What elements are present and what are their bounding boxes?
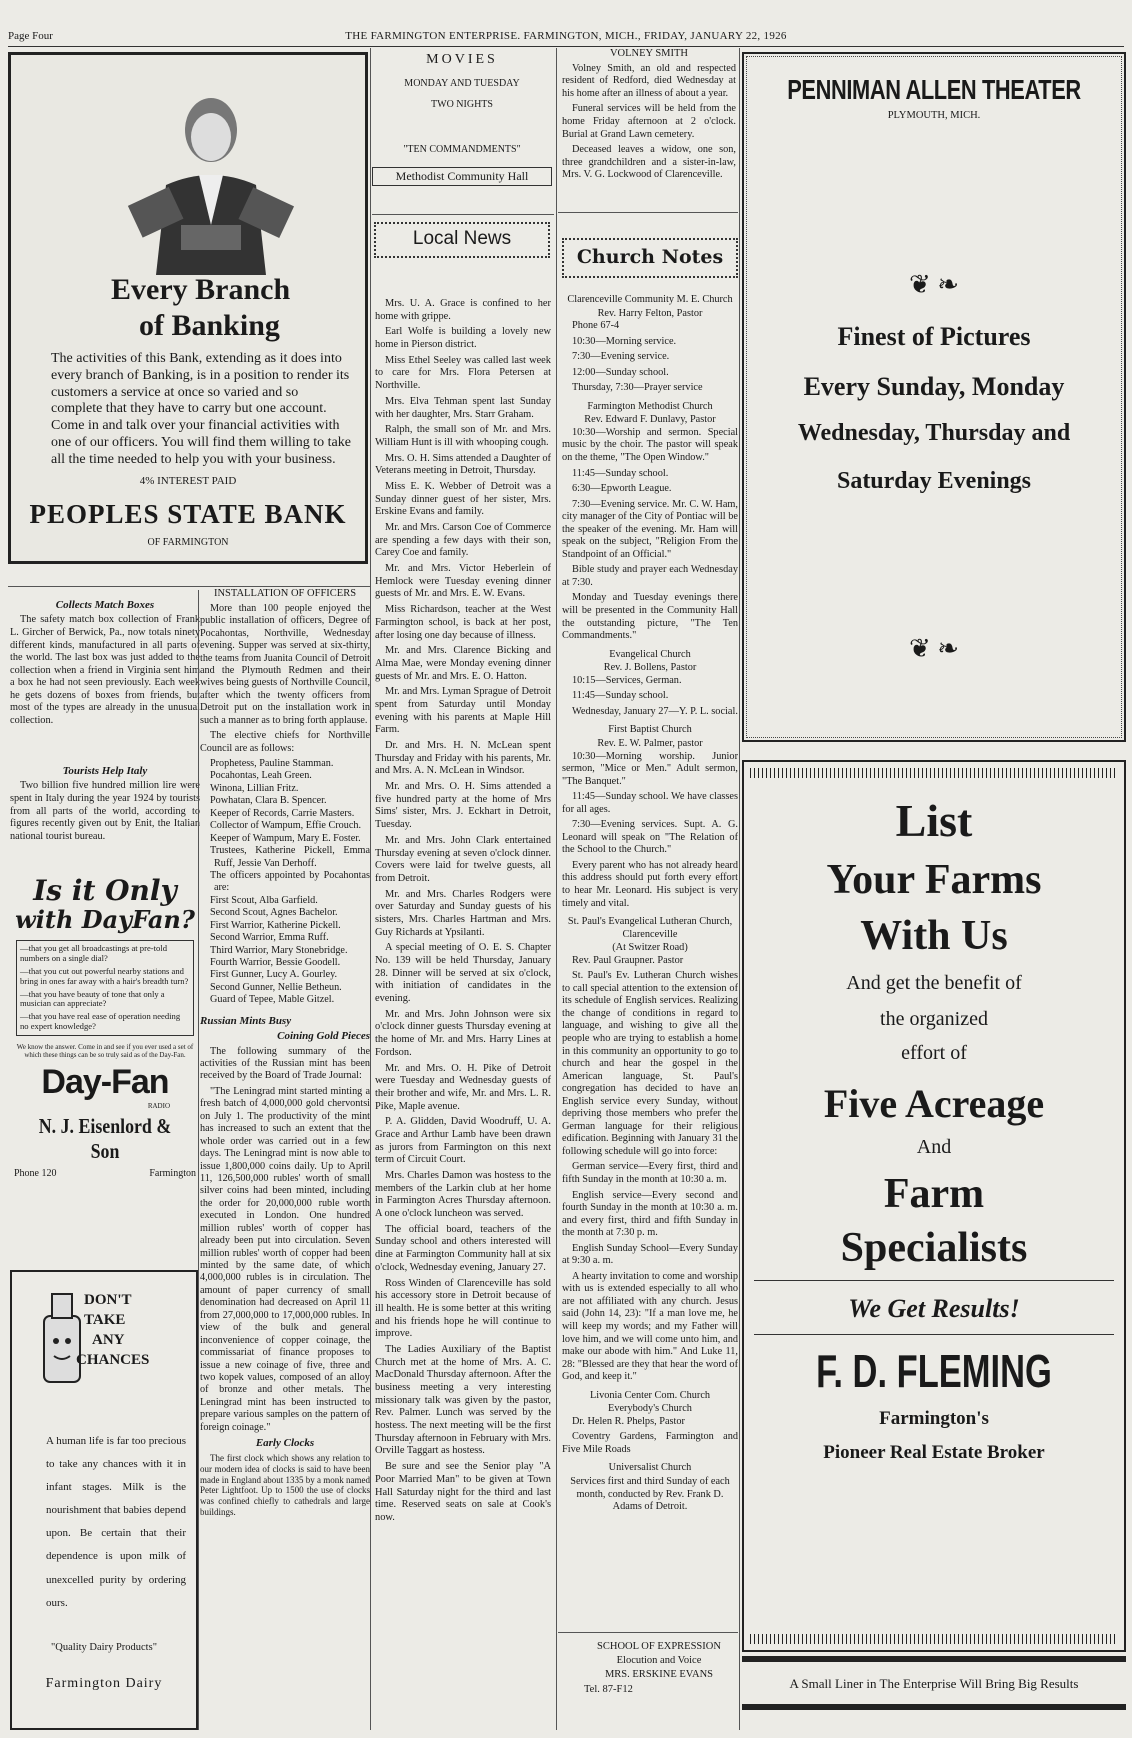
church-line: Every parent who has not already heard this address should put forth every effort to hear Mr. Leonard. His subject is very timely and vital. xyxy=(562,859,738,909)
church-title: Church Notes xyxy=(576,246,724,268)
church-line: 10:15—Services, German. xyxy=(572,674,682,686)
dayfan-bullet: —that you cut out powerful nearby stations and bring in ones far away with a hair's breadth turn? xyxy=(20,965,189,986)
banker-illustration xyxy=(111,75,311,275)
church-line: Rev. E. W. Palmer, pastor xyxy=(597,737,703,749)
officer-entry: Collector of Wampum, Effie Crouch. xyxy=(210,820,362,832)
officer-entry: First Scout, Alba Garfield. xyxy=(210,894,318,906)
church-notes-column xyxy=(562,288,738,1616)
church-line: Services first and third Sunday of each month, conducted by Rev. Frank D. Adams of Detroit. xyxy=(570,1476,730,1513)
farm-l8: And xyxy=(916,1136,952,1158)
theater-name: PENNIMAN ALLEN THEATER xyxy=(787,74,1081,105)
column-rule xyxy=(198,590,199,1730)
officers-list xyxy=(200,758,370,1007)
tourists-article xyxy=(10,762,200,862)
local-news-item: Mr. and Mrs. O. H. Pike of Detroit were Tuesday and Wednesday guests of their brother and wife, Mr. and Mrs. L. R. Pike, Maple avenue. xyxy=(375,1062,551,1112)
church-line: Rev. J. Bollens, Pastor xyxy=(603,662,697,674)
local-news-item: The Ladies Auxiliary of the Baptist Church met at the home of Mrs. A. C. MacDonald Thursday afternoon. After the business meeting a very interesting missionary talk was given by the pastor, Rev. Palmer. Lunch was served by the hostess. The next meeting will be the first Thursday afternoon in February with Mrs. Orville Taggart as hostess. xyxy=(375,1343,551,1457)
farm-l12: F. D. FLEMING xyxy=(816,1345,1052,1397)
officer-entry: Second Gunner, Nellie Betheun. xyxy=(210,981,342,993)
church-line: A hearty invitation to come and worship with us is extended especially to all who are not affiliated with any church. Jesus said (John 14, 23): "If a man love me, he will keep my words; and my Father will love him, and we will come unto him, and make our abode with him." And Luke 11, 28: "Blessed are they that hear the word of God, and keep it." xyxy=(562,1270,738,1383)
local-news-item: Mr. and Mrs. John Johnson were six o'clock dinner guests Thursday evening at the home of Mr. and Mrs. Harry Lines at Fordson. xyxy=(375,1008,551,1058)
bank-name: PEOPLES STATE BANK xyxy=(29,499,347,529)
ad-border-bottom xyxy=(750,1634,1118,1644)
movies-film: "TEN COMMANDMENTS" xyxy=(403,144,521,155)
local-news-item: Mrs. O. H. Sims attended a Daughter of Veterans meeting in Detroit, Thursday. xyxy=(375,452,551,477)
local-news-item: Ralph, the small son of Mr. and Mrs. William Hunt is ill with whooping cough. xyxy=(375,424,551,448)
farm-l5: the organized xyxy=(880,1008,988,1030)
local-news-item: Mrs. Elva Tehman spent last Sunday with her daughter, Mrs. Starr Graham. xyxy=(375,395,551,420)
officer-entry: Guard of Tepee, Mable Gitzel. xyxy=(210,994,335,1006)
church-line: 10:30—Morning service. xyxy=(572,335,677,347)
church-line: Rev. Edward F. Dunlavy, Pastor xyxy=(584,414,716,426)
dairy-slogan: "Quality Dairy Products" xyxy=(51,1642,157,1653)
church-line: Dr. Helen R. Phelps, Pastor xyxy=(572,1415,685,1427)
church-section-head: Farmington Methodist Church xyxy=(587,400,713,412)
local-news-item: Mr. and Mrs. Charles Rodgers were over Saturday and Sunday guests of his sisters, Mrs. Charles Hartman and Mrs. Guy Richards at Ypsilanti. xyxy=(375,888,551,938)
farm-l2: Your Farms xyxy=(826,857,1042,903)
officer-entry: Trustees, Katherine Pickell, Emma Ruff, Jessie Van Derhoff. xyxy=(210,845,370,869)
church-line: Monday and Tuesday evenings there will be presented in the Community Hall the outstanding picture, "The Ten Commandments." xyxy=(562,592,738,642)
local-news-item: Ross Winden of Clarenceville has sold his accessory store in Detroit because of ill health. He is some better at this writing and his friends hope he will continue to improve. xyxy=(375,1277,551,1340)
dairy-illustration xyxy=(32,1286,172,1396)
officer-entry: First Warrior, Katherine Pickell. xyxy=(210,919,341,931)
local-news-item: Mrs. U. A. Grace is confined to her home with grippe. xyxy=(375,298,551,322)
volney-title: VOLNEY SMITH xyxy=(609,48,689,59)
match-boxes-title: Collects Match Boxes xyxy=(55,599,155,611)
dairy-img-text-3: ANY xyxy=(92,1332,125,1348)
officer-entry: Fourth Warrior, Bessie Goodell. xyxy=(210,957,341,969)
farm-l6: effort of xyxy=(901,1042,967,1064)
bank-interest: 4% INTEREST PAID xyxy=(139,475,237,487)
divider xyxy=(8,586,370,587)
local-news-item: P. A. Glidden, David Woodruff, U. A. Grace and Arthur Lamb have been drawn as jurors from Farmington on this next term of Circuit Court. xyxy=(375,1116,551,1166)
church-line: St. Paul's Ev. Lutheran Church wishes to call special attention to the extension of its schedule of English services. Realizing the change of conditions in regard to language, and wishing to give all the people who are trying to establish a home in this community an opportunity to go to church and hear the gospel in the American language, St. Paul's congregation has decided to have an English service every Sunday, without depriving those members who prefer the German language for their religious edification. Beginning with January 31 the following schedule will go into force: xyxy=(562,970,738,1157)
movies-venue: Methodist Community Hall xyxy=(372,167,552,186)
officer-entry: Pocahontas, Leah Green. xyxy=(210,770,312,782)
local-news-item: Mr. and Mrs. Clarence Bicking and Alma Mae, were Monday evening dinner guests of Mr. and Mrs. E. O. Hatton. xyxy=(375,645,551,682)
installation-column xyxy=(200,588,370,1728)
church-line: 6:30—Epworth League. xyxy=(572,483,672,495)
church-section-head: St. Paul's Evangelical Lutheran Church, Clarenceville xyxy=(567,916,733,940)
installation-title: INSTALLATION OF OFFICERS xyxy=(213,588,357,599)
local-news-item: Dr. and Mrs. H. N. McLean spent Thursday and Friday with his parents, Mr. and Mrs. A. N. McLean in Windsor. xyxy=(375,740,551,777)
dayfan-bullet: —that you have beauty of tone that only a musician can appreciate? xyxy=(20,988,165,1009)
page-header xyxy=(8,28,1124,47)
officer-entry: Powhatan, Clara B. Spencer. xyxy=(210,795,327,807)
church-line: 12:00—Sunday school. xyxy=(572,366,669,378)
theater-line1: Finest of Pictures xyxy=(837,322,1031,351)
bank-location: OF FARMINGTON xyxy=(147,537,229,548)
dayfan-radio-ad xyxy=(10,874,200,1244)
mints-para: "The Leningrad mint started minting a fresh batch of 4,000,000 gold chervontsi on July 1. The productivity of the mint has increased to such an extent that the whole order was carried out in a few days. The Leningrad mint is now able to issue 1,800,000 coins daily. Up to April 11, 126,500,000 rubles' worth of small silver coins had been minted, including the order for 20,000,000 ruble worth executed in London. One hundred million rubles' worth of copper has already been put into circulation. Seven million rubles' worth of copper had been minted by the same date, of which 4,000,000 rubles is in circulation. The amount of paper currency of small denomination had decreased on April 11 from 27,000,000 to 17,000,000 rubles. In view of the bulk and general inconvenience of copper coinage, the commissariat of finance proposes to issue a new coinage of five, three and two kopek values, composed of an alloy of bronze and other metals. The Leningrad mint has been instructed to prepare various samples on the pattern of foreign coinage." xyxy=(200,1085,370,1433)
local-news-item: Mr. and Mrs. O. H. Sims attended a five hundred party at the home of Mrs Sims' sister, Mrs. J. Eckhart in Detroit, Tuesday. xyxy=(375,781,551,831)
theater-ad xyxy=(742,52,1126,742)
church-notes-header xyxy=(562,238,738,278)
church-section-head: First Baptist Church xyxy=(608,724,692,736)
local-news-item: Miss Richardson, teacher at the West Farmington school, is back at her post, after losing one day because of illness. xyxy=(375,604,551,641)
local-news-item: Mr. and Mrs. John Clark entertained Thursday evening at seven o'clock dinner. Covers were laid for twelve guests, all from Detroit. xyxy=(375,834,551,884)
dayfan-radio: RADIO xyxy=(147,1102,170,1111)
dayfan-phone: Phone 120 xyxy=(14,1168,57,1180)
local-news-header xyxy=(374,222,550,258)
local-news-title: Local News xyxy=(412,228,512,249)
church-line: 7:30—Evening service. xyxy=(572,351,670,363)
clocks-body: The first clock which shows any relation to our modern idea of clocks is said to have been made in England about 1335 by a monk named Peter Lightfoot. Up to 1500 the use of clocks was confined chiefly to cathedrals and large buildings. xyxy=(200,1452,370,1518)
local-news-item: Be sure and see the Senior play "A Poor Married Man" to be given at Town Hall Saturday night for the third and last time. Reserved seats on sale at Cook's now. xyxy=(375,1461,551,1523)
local-news-item: Mr. and Mrs. Victor Heberlein of Hemlock were Tuesday evening dinner guests of Mr. and Mrs. E. W. Evans. xyxy=(375,563,551,600)
farm-l9: Farm xyxy=(883,1171,985,1217)
match-boxes-body: The safety match box collection of Frank L. Gircher of Berwick, Pa., now totals ninety different kinds, manufactured in all parts of the world. The last box was just added to the collection when a friend in Virginia sent him a box he had not seen previously. Each week he gets dozens of boxes from friends, but most of the types are already in the unusual collection. xyxy=(10,614,200,726)
farm-l1: List xyxy=(895,795,973,846)
officer-entry: First Gunner, Lucy A. Gourley. xyxy=(210,969,338,981)
dayfan-bullet: —that you get all broadcastings at pre-told numbers on a single dial? xyxy=(20,943,168,963)
local-news-column xyxy=(375,298,551,1724)
masthead: THE FARMINGTON ENTERPRISE. FARMINGTON, MICH., FRIDAY, JANUARY 22, 1926 xyxy=(345,30,787,42)
column-rule xyxy=(370,48,371,1730)
school-of-expression-ad xyxy=(584,1640,734,1697)
dayfan-contact xyxy=(10,1168,200,1179)
church-line: English Sunday School—Every Sunday at 9:30 a. m. xyxy=(562,1242,738,1267)
local-news-item: Mr. and Mrs. Carson Coe of Commerce are spending a few days with their son, Carey Coe and family. xyxy=(375,522,551,559)
divider xyxy=(372,214,554,215)
officer-entry: Keeper of Wampum, Mary E. Foster. xyxy=(210,832,361,844)
dairy-name: Farmington Dairy xyxy=(45,1676,163,1691)
dayfan-town: Farmington xyxy=(149,1168,196,1180)
installation-para: More than 100 people enjoyed the public installation of officers, Degree of Pocahontas, Northville, Wednesday evening. Supper was served at six-thirty, the teams from Juanita Council of Detroit and the Plymouth Redmen and their wives being guests of Northville Council, after which the twenty officers from Detroit put on the installation work in such a manner as to bring forth applause. xyxy=(200,602,370,726)
officer-entry: Second Warrior, Emma Ruff. xyxy=(210,932,329,944)
school-line1: SCHOOL OF EXPRESSION xyxy=(597,1641,721,1652)
church-line: Rev. Harry Felton, Pastor xyxy=(597,307,703,319)
farmington-dairy-ad xyxy=(10,1270,198,1730)
dayfan-script-2: with DayFan? xyxy=(15,905,195,934)
page-number: Page Four xyxy=(8,30,53,42)
movies-title: MOVIES xyxy=(426,52,498,67)
bank-ad xyxy=(8,52,368,564)
local-news-item: A special meeting of O. E. S. Chapter No. 139 will be held Thursday, January 28. Dinner will be served at six o'clock, with initiation of candidates in the evening. xyxy=(375,942,551,1005)
farm-l11: We Get Results! xyxy=(848,1294,1020,1323)
local-news-item: The official board, teachers of the Sunday school and others interested will dine at Farmington Community hall at six o'clock, Wednesday evening, January 27. xyxy=(375,1223,551,1273)
church-line: 11:45—Sunday school. xyxy=(572,467,669,479)
dairy-body: A human life is far too precious to take any chances with it in infant stages. Milk is the nourishment that babies depend upon. Be certain that their dependence is upon milk of unexcelled purity by ordering ours. xyxy=(46,1435,186,1609)
church-line: 7:30—Evening services. Supt. A. G. Leonard will speak on "The Relation of the School to the Church." xyxy=(562,819,738,856)
installation-para: The elective chiefs for Northville Council are as follows: xyxy=(200,730,370,754)
volney-smith-obit xyxy=(562,48,736,208)
column-rule xyxy=(556,48,557,1730)
small-liner-text: A Small Liner in The Enterprise Will Bring Big Results xyxy=(789,1676,1079,1691)
ornament: ❦ ❧ xyxy=(908,634,960,663)
dayfan-bullet: —that you have real ease of operation needing no expert knowledge? xyxy=(20,1011,181,1032)
officer-entry: Third Warrior, Mary Stonebridge. xyxy=(210,944,348,956)
milk-bottle-icon xyxy=(32,1286,92,1386)
farm-l4: And get the benefit of xyxy=(846,972,1022,994)
church-line: 7:30—Evening service. Mr. C. W. Ham, city manager of the City of Pontiac will be the speaker of the evening. Mr. Ham will speak on the subject, "Religion From the Standpoint of an Official." xyxy=(562,498,738,560)
church-line: (At Switzer Road) xyxy=(612,942,688,954)
theater-line3: Wednesday, Thursday and xyxy=(797,420,1071,446)
officer-entry: Second Scout, Agnes Bachelor. xyxy=(210,907,338,919)
small-liner xyxy=(742,1656,1126,1710)
mints-title-2: Coining Gold Pieces xyxy=(277,1030,370,1043)
dayfan-footnote: We know the answer. Come in and see if you ever used a set of which these things can be so truly said as of the Day-Fan. xyxy=(16,1043,194,1059)
church-section-head: Clarenceville Community M. E. Church xyxy=(567,294,733,305)
church-line: Coventry Gardens, Farmington and Five Mile Roads xyxy=(562,1431,738,1455)
church-line: Everybody's Church xyxy=(608,1403,692,1415)
divider xyxy=(754,1334,1114,1335)
farm-realty-ad xyxy=(742,760,1126,1652)
dayfan-script-1: Is it Only xyxy=(33,874,177,907)
dayfan-dealer: N. J. Eisenlord & Son xyxy=(38,1114,172,1164)
dairy-img-text-2: TAKE xyxy=(84,1312,126,1328)
church-line: Phone 67-4 xyxy=(572,320,620,332)
bank-body: The activities of this Bank, extending as it does into every branch of Banking, is in a position to render its customers a service at once so varied and so complete that they have to carry but one account. Come in and talk over your financial activities with one of our officers. You will find them willing to take all the time needed to help you with your business. xyxy=(51,351,351,467)
dayfan-brand: Day-Fan xyxy=(41,1063,169,1102)
movies-line1: MONDAY AND TUESDAY xyxy=(404,78,520,89)
church-section-head: Livonia Center Com. Church xyxy=(589,1389,711,1401)
officer-entry: Prophetess, Pauline Stamman. xyxy=(210,758,334,770)
church-line: Wednesday, January 27—Y. P. L. social. xyxy=(572,705,738,717)
church-line: Thursday, 7:30—Prayer service xyxy=(572,382,703,394)
local-news-item: Miss E. K. Webber of Detroit was a Sunday dinner guest of her sister, Mrs. Erskine Evans and family. xyxy=(375,480,551,518)
officer-entry: Winona, Lillian Fritz. xyxy=(210,782,299,794)
officer-entry: The officers appointed by Pocahontas are: xyxy=(210,869,370,894)
farm-l10: Specialists xyxy=(840,1225,1028,1271)
tourists-title: Tourists Help Italy xyxy=(62,765,148,777)
school-line3: MRS. ERSKINE EVANS xyxy=(604,1669,714,1681)
farm-l7: Five Acreage xyxy=(823,1081,1045,1126)
church-line: German service—Every first, third and fifth Sunday in the month at 10:30 a. m. xyxy=(562,1161,738,1185)
mints-title-1: Russian Mints Busy xyxy=(200,1014,292,1027)
farm-l13: Farmington's xyxy=(879,1408,989,1429)
dairy-img-text-1: DON'T xyxy=(84,1292,132,1308)
volney-para: Funeral services will be held from the home Friday afternoon at 2 o'clock. Burial at Grand Lawn cemetery. xyxy=(562,103,736,140)
local-news-item: Miss Ethel Seeley was called last week to care for Mrs. Flora Petersen at Northville. xyxy=(375,354,551,392)
school-line2: Elocution and Voice xyxy=(616,1655,702,1667)
dayfan-bullets xyxy=(16,940,194,1036)
column-rule xyxy=(739,48,740,1730)
divider xyxy=(558,1632,738,1633)
dairy-img-text-4: CHANCES xyxy=(76,1352,150,1368)
match-boxes-article xyxy=(10,596,200,766)
divider xyxy=(558,212,738,213)
divider xyxy=(754,1280,1114,1281)
school-line4: Tel. 87-F12 xyxy=(584,1683,633,1695)
theater-city: PLYMOUTH, MICH. xyxy=(887,110,981,121)
bank-title-2: of Banking xyxy=(139,309,280,342)
church-line: 10:30—Worship and sermon. Special music by the choir. The pastor will speak on the theme, "The Open Window." xyxy=(562,426,738,464)
church-line: 11:45—Sunday school. xyxy=(572,690,669,702)
local-news-item: Mr. and Mrs. Lyman Sprague of Detroit spent from Saturday until Monday evening with his parents at Maple Hill Farm. xyxy=(375,686,551,736)
local-news-item: Earl Wolfe is building a lovely new home in Pierson district. xyxy=(375,326,551,351)
church-line: 11:45—Sunday school. We have classes for all ages. xyxy=(562,791,738,815)
ad-border-top xyxy=(750,768,1118,778)
volney-para: Volney Smith, an old and respected resident of Redford, died Wednesday at his home after an illness of about a year. xyxy=(562,62,736,99)
mints-para: The following summary of the activities of the Russian mint has been received by the Board of Trade Journal: xyxy=(200,1045,370,1082)
church-line: Rev. Paul Graupner. Pastor xyxy=(572,954,684,966)
theater-line4: Saturday Evenings xyxy=(836,468,1032,494)
movies-notice xyxy=(372,50,552,210)
church-section-head: Universalist Church xyxy=(608,1462,692,1474)
tourists-body: Two billion five hundred million lire were spent in Italy during the year 1924 by tourists from all parts of the world, according to figures recently given out by Enit, the Italian national tourist bureau. xyxy=(10,780,200,842)
church-line: English service—Every second and fourth Sunday in the month at 10:30 a. m. and every first, third and fifth Sunday in the month at 7:30 p. m. xyxy=(562,1189,738,1239)
ornament: ❦ ❧ xyxy=(908,270,960,299)
officer-entry: Keeper of Records, Carrie Masters. xyxy=(210,807,355,819)
local-news-item: Mrs. Charles Damon was hostess to the members of the Larkin club at her home in Farmington Acres Thursday afternoon. A one o'clock luncheon was served. xyxy=(375,1170,551,1220)
church-section-head: Evangelical Church xyxy=(609,648,691,660)
clocks-title: Early Clocks xyxy=(255,1437,315,1450)
farm-l3: With Us xyxy=(860,913,1008,959)
church-line: 10:30—Morning worship. Junior sermon, "Mice or Men." Adult sermon, "The Banquet." xyxy=(562,750,738,787)
farm-l14: Pioneer Real Estate Broker xyxy=(823,1442,1045,1463)
volney-para: Deceased leaves a widow, one son, three grandchildren and a sister-in-law, Mrs. V. G. Lockwood of Clarenceville. xyxy=(562,144,736,181)
theater-line2: Every Sunday, Monday xyxy=(803,372,1065,401)
movies-line2: TWO NIGHTS xyxy=(431,99,493,110)
bank-title-1: Every Branch xyxy=(111,273,291,306)
church-line: Bible study and prayer each Wednesday at 7:30. xyxy=(562,564,738,588)
